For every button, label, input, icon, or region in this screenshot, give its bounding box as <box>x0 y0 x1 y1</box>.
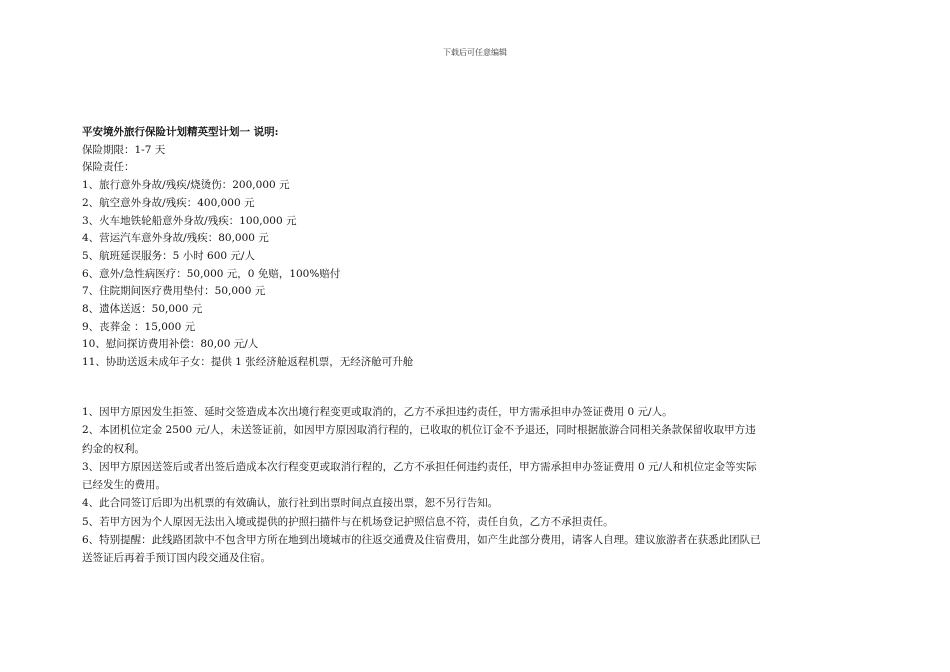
note-paragraph: 5、若甲方因为个人原因无法出入境或提供的护照扫描件与在机场登记护照信息不符，责任自负，乙方不承担责任。 <box>82 515 614 528</box>
insurance-title: 平安境外旅行保险计划精英型计划一 说明: <box>82 126 279 138</box>
liability-item: 11、协助送返未成年子女：提供 1 张经济舱返程机票，无经济舱可升舱 <box>82 356 414 369</box>
liability-item: 7、住院期间医疗费用垫付：50,000 元 <box>82 285 266 298</box>
liability-item: 4、营运汽车意外身故/残疾：80,000 元 <box>82 232 269 245</box>
liability-item: 3、火车地铁轮船意外身故/残疾：100,000 元 <box>82 214 297 227</box>
note-paragraph: 4、此合同签订后即为出机票的有效确认，旅行社到出票时间点直接出票，恕不另行告知。 <box>82 497 499 510</box>
liability-item: 8、遗体送返：50,000 元 <box>82 303 203 316</box>
note-paragraph: 1、因甲方原因发生拒签、延时交签造成本次出境行程变更或取消的，乙方不承担违约责任，甲方需承担申办签证费用 0 元/人。 <box>82 406 673 418</box>
page-header: 下载后可任意编辑 <box>443 48 507 57</box>
note-paragraph: 6、特别提醒：此线路团款中不包含甲方所在地到出境城市的往返交通费及住宿费用，如产生此部分费用，请客人自理。建议旅游者在获悉此团队已送签证后再着手预订国内段交通及住宿。 <box>82 534 761 565</box>
insurance-period: 保险期限：1-7 天 <box>82 143 166 156</box>
liability-item: 6、意外/急性病医疗：50,000 元，0 免赔，100%赔付 <box>82 267 341 280</box>
liability-label: 保险责任： <box>82 161 135 174</box>
contract-notes <box>82 403 762 568</box>
note-paragraph: 3、因甲方原因送签后或者出签后造成本次行程变更或取消行程的，乙方不承担任何违约责任，甲方需承担申办签证费用 0 元/人和机位定金等实际已经发生的费用。 <box>82 460 757 492</box>
liability-item: 2、航空意外身故/残疾：400,000 元 <box>82 196 255 209</box>
liability-item: 1、旅行意外身故/残疾/烧烫伤：200,000 元 <box>82 179 290 192</box>
note-paragraph: 2、本团机位定金 2500 元/人，未送签证前，如因甲方原因取消行程的，已收取的机位订金不予退还，同时根据旅游合同相关条款保留收取甲方违约金的权利。 <box>82 424 756 455</box>
liability-item: 9、丧葬金 ：15,000 元 <box>82 320 196 333</box>
liability-item: 5、航班延误服务：5 小时 600 元/人 <box>82 249 255 262</box>
insurance-section <box>82 124 882 372</box>
liability-item: 10、慰问探访费用补偿：80,00 元/人 <box>82 338 259 351</box>
